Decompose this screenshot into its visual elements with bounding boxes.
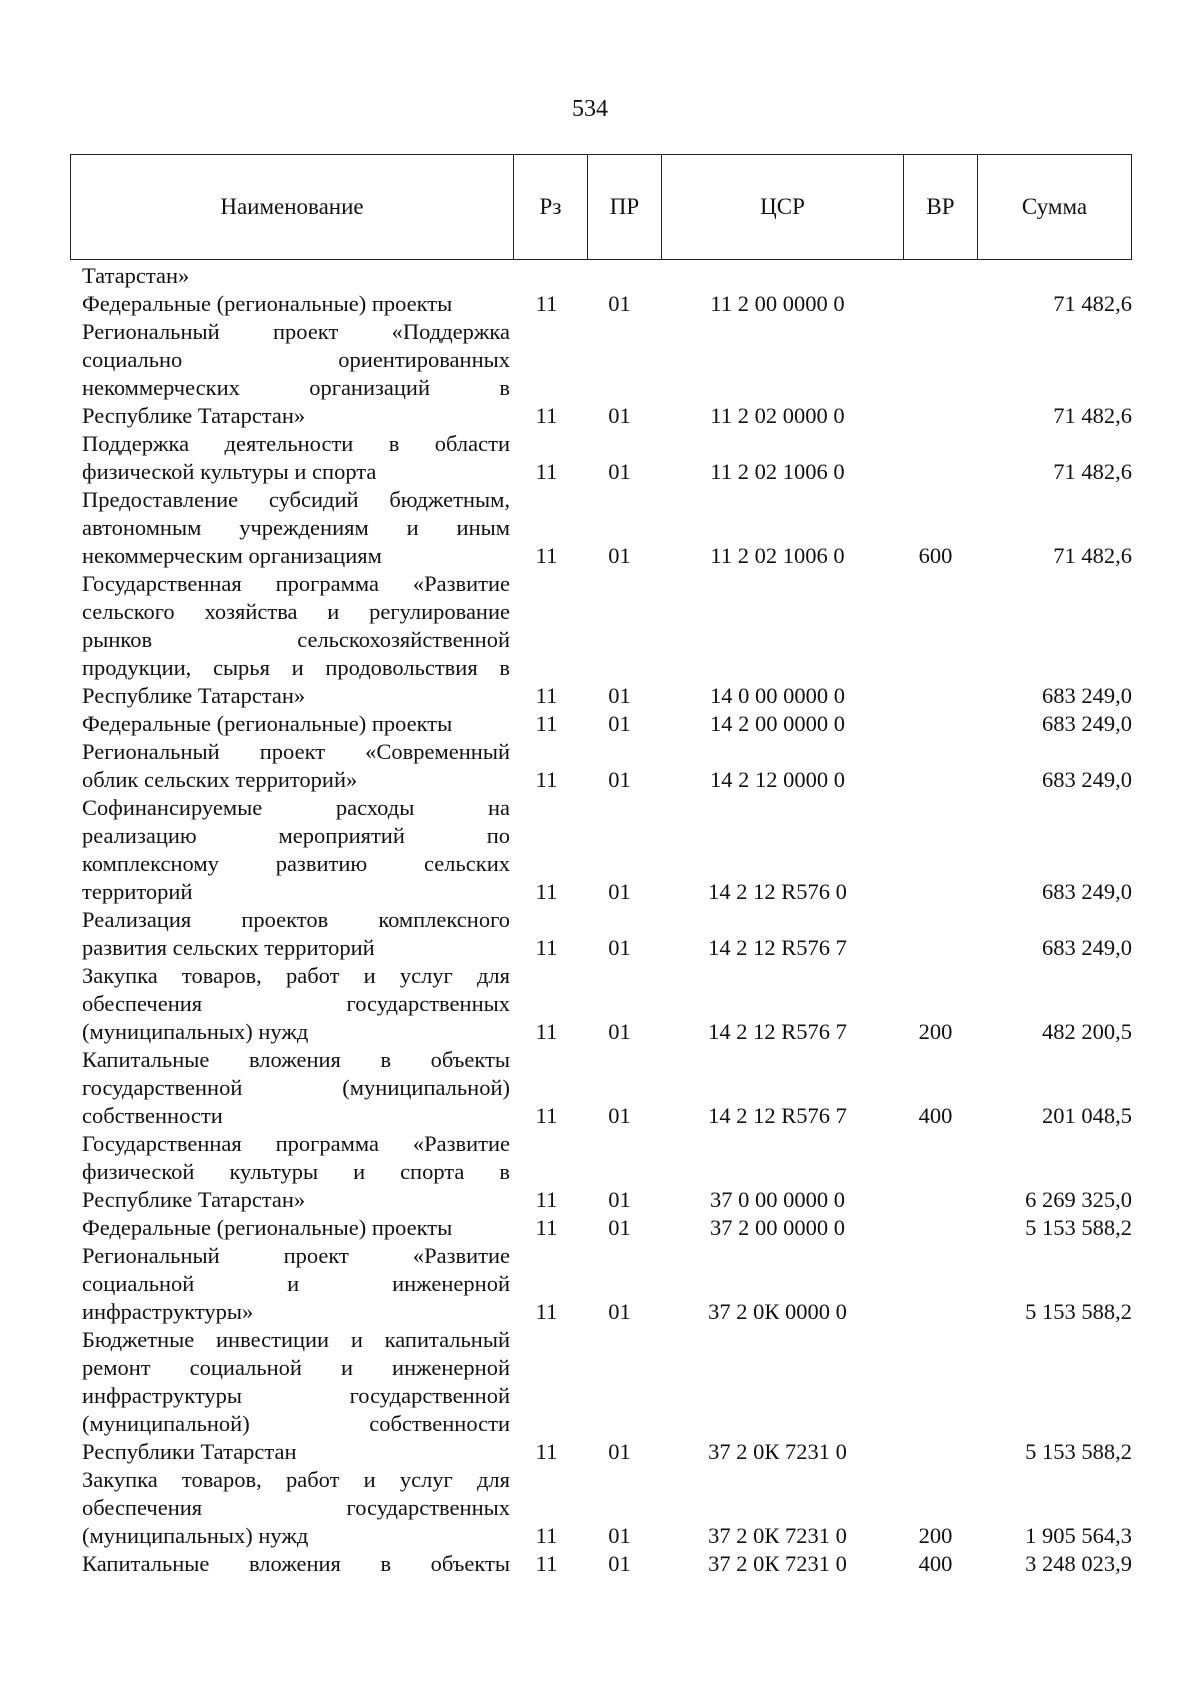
row-sum: 71 482,6 — [1053, 543, 1132, 568]
row-pr: 01 — [608, 543, 631, 568]
row-name-line: Закупка товаров, работ и услуг для — [82, 1467, 510, 1492]
row-pr: 01 — [608, 1187, 631, 1212]
table-header — [70, 154, 1132, 260]
row-sum: 71 482,6 — [1053, 403, 1132, 428]
row-name-line: Предоставление субсидий бюджетным, — [82, 487, 510, 512]
row-csr: 14 2 12 R576 0 — [708, 879, 847, 904]
row-rz: 11 — [535, 1187, 558, 1212]
row-name-line: облик сельских территорий» — [82, 767, 358, 792]
table-row — [70, 794, 1132, 906]
row-name-line: Федеральные (региональные) проекты — [82, 711, 453, 736]
row-name-line: социальной и инженерной — [82, 1271, 510, 1296]
table-row — [70, 738, 1132, 794]
row-sum: 5 153 588,2 — [1025, 1439, 1132, 1464]
row-name-line: (муниципальной) собственности — [82, 1411, 510, 1436]
row-pr: 01 — [608, 879, 631, 904]
header-pr: ПР — [587, 155, 661, 259]
row-name-line: обеспечения государственных — [82, 991, 510, 1016]
row-rz: 11 — [535, 1299, 558, 1324]
row-pr: 01 — [608, 711, 631, 736]
row-pr: 01 — [608, 1551, 631, 1576]
table-row — [70, 1046, 1132, 1130]
row-pr: 01 — [608, 1215, 631, 1240]
row-name-line: развития сельских территорий — [82, 935, 375, 960]
row-rz: 11 — [535, 1439, 558, 1464]
row-pr: 01 — [608, 1439, 631, 1464]
row-name-line: социально ориентированных — [82, 347, 510, 372]
table-row — [70, 906, 1132, 962]
table-row — [70, 710, 1132, 738]
row-name-line: Татарстан» — [82, 263, 190, 288]
row-sum: 683 249,0 — [1042, 683, 1132, 708]
row-name — [70, 738, 510, 794]
row-name-line: физической культуры и спорта в — [82, 1159, 510, 1184]
table-row — [70, 486, 1132, 570]
row-name — [70, 290, 510, 318]
row-name-line: (муниципальных) нужд — [82, 1523, 309, 1548]
header-sum: Сумма — [977, 155, 1131, 259]
row-name-line: Капитальные вложения в объекты — [82, 1551, 510, 1576]
row-name-line: Софинансируемые расходы на — [82, 795, 510, 820]
row-sum: 482 200,5 — [1042, 1019, 1132, 1044]
row-name — [70, 318, 510, 430]
row-csr: 37 2 0К 7231 0 — [708, 1523, 847, 1548]
row-name — [70, 486, 510, 570]
table-row — [70, 1130, 1132, 1214]
row-sum: 6 269 325,0 — [1025, 1187, 1132, 1212]
row-name — [70, 1550, 510, 1578]
row-sum: 71 482,6 — [1053, 459, 1132, 484]
header-csr: ЦСР — [661, 155, 903, 259]
row-pr: 01 — [608, 1019, 631, 1044]
row-csr: 11 2 02 1006 0 — [710, 543, 845, 568]
row-vr: 400 — [918, 1103, 953, 1128]
row-name-line: территорий — [82, 879, 193, 904]
table-body — [70, 262, 1132, 1578]
row-name-line: инфраструктуры государственной — [82, 1383, 510, 1408]
row-csr: 37 2 0К 0000 0 — [708, 1299, 847, 1324]
row-name-line: Бюджетные инвестиции и капитальный — [82, 1327, 510, 1352]
row-name-line: Капитальные вложения в объекты — [82, 1047, 510, 1072]
row-csr: 14 2 12 R576 7 — [708, 935, 847, 960]
row-name — [70, 570, 510, 710]
row-csr: 14 2 12 0000 0 — [710, 767, 845, 792]
row-name-line: продукции, сырья и продовольствия в — [82, 655, 510, 680]
row-pr: 01 — [608, 291, 631, 316]
row-rz: 11 — [535, 1019, 558, 1044]
row-name-line: Федеральные (региональные) проекты — [82, 1215, 453, 1240]
row-name-line: Региональный проект «Современный — [82, 739, 510, 764]
row-name — [70, 1046, 510, 1130]
row-sum: 5 153 588,2 — [1025, 1299, 1132, 1324]
row-name-line: Государственная программа «Развитие — [82, 571, 510, 596]
row-vr: 600 — [918, 543, 953, 568]
table-row — [70, 318, 1132, 430]
table-row — [70, 1214, 1132, 1242]
row-name-line: Реализация проектов комплексного — [82, 907, 510, 932]
row-pr: 01 — [608, 935, 631, 960]
row-name-line: (муниципальных) нужд — [82, 1019, 309, 1044]
row-csr: 14 2 12 R576 7 — [708, 1103, 847, 1128]
row-name-line: Республике Татарстан» — [82, 1187, 306, 1212]
row-rz: 11 — [535, 1103, 558, 1128]
row-rz: 11 — [535, 403, 558, 428]
header-rz: Рз — [513, 155, 587, 259]
row-rz: 11 — [535, 1551, 558, 1576]
row-csr: 11 2 00 0000 0 — [710, 291, 845, 316]
row-name-line: Государственная программа «Развитие — [82, 1131, 510, 1156]
row-pr: 01 — [608, 1299, 631, 1324]
row-sum: 683 249,0 — [1042, 879, 1132, 904]
row-csr: 37 2 0К 7231 0 — [708, 1551, 847, 1576]
row-rz: 11 — [535, 291, 558, 316]
header-name: Наименование — [220, 194, 364, 219]
row-sum: 3 248 023,9 — [1025, 1551, 1132, 1576]
row-pr: 01 — [608, 1523, 631, 1548]
row-name — [70, 430, 510, 486]
row-vr: 400 — [918, 1551, 953, 1576]
row-rz: 11 — [535, 1215, 558, 1240]
row-rz: 11 — [535, 459, 558, 484]
row-name-line: реализацию мероприятий по — [82, 823, 510, 848]
row-sum: 1 905 564,3 — [1025, 1523, 1132, 1548]
row-name — [70, 262, 510, 290]
row-csr: 37 0 00 0000 0 — [710, 1187, 845, 1212]
row-vr: 200 — [918, 1523, 953, 1548]
row-name — [70, 1242, 510, 1326]
header-vr: ВР — [903, 155, 977, 259]
page-number: 534 — [572, 96, 608, 122]
row-rz: 11 — [535, 1523, 558, 1548]
row-rz: 11 — [535, 683, 558, 708]
row-name-line: обеспечения государственных — [82, 1495, 510, 1520]
row-csr: 14 0 00 0000 0 — [710, 683, 845, 708]
row-name — [70, 962, 510, 1046]
row-name — [70, 1214, 510, 1242]
table-row — [70, 570, 1132, 710]
row-sum: 683 249,0 — [1042, 711, 1132, 736]
row-pr: 01 — [608, 683, 631, 708]
table-row — [70, 430, 1132, 486]
row-csr: 11 2 02 1006 0 — [710, 459, 845, 484]
table-row — [70, 1326, 1132, 1466]
row-csr: 37 2 0К 7231 0 — [708, 1439, 847, 1464]
row-name — [70, 710, 510, 738]
row-name-line: рынков сельскохозяйственной — [82, 627, 510, 652]
row-csr: 14 2 00 0000 0 — [710, 711, 845, 736]
row-name — [70, 906, 510, 962]
row-name — [70, 794, 510, 906]
row-name-line: Федеральные (региональные) проекты — [82, 291, 453, 316]
table-row — [70, 1466, 1132, 1550]
row-name-line: Региональный проект «Развитие — [82, 1243, 510, 1268]
row-sum: 683 249,0 — [1042, 767, 1132, 792]
row-name-line: комплексному развитию сельских — [82, 851, 510, 876]
table-row — [70, 262, 1132, 290]
row-pr: 01 — [608, 767, 631, 792]
row-name-line: физической культуры и спорта — [82, 459, 377, 484]
row-name — [70, 1326, 510, 1466]
row-name-line: некоммерческим организациям — [82, 543, 382, 568]
row-name-line: инфраструктуры» — [82, 1299, 254, 1324]
row-name-line: Республике Татарстан» — [82, 683, 306, 708]
row-csr: 11 2 02 0000 0 — [710, 403, 845, 428]
row-rz: 11 — [535, 935, 558, 960]
row-name-line: государственной (муниципальной) — [82, 1075, 510, 1100]
row-name-line: Республике Татарстан» — [82, 403, 306, 428]
row-pr: 01 — [608, 1103, 631, 1128]
row-name-line: Региональный проект «Поддержка — [82, 319, 510, 344]
row-name-line: сельского хозяйства и регулирование — [82, 599, 510, 624]
row-name-line: некоммерческих организаций в — [82, 375, 510, 400]
row-name-line: ремонт социальной и инженерной — [82, 1355, 510, 1380]
row-name — [70, 1130, 510, 1214]
row-csr: 14 2 12 R576 7 — [708, 1019, 847, 1044]
table-row — [70, 290, 1132, 318]
row-pr: 01 — [608, 403, 631, 428]
row-name — [70, 1466, 510, 1550]
row-name-line: автономным учреждениям и иным — [82, 515, 510, 540]
table-row — [70, 962, 1132, 1046]
row-rz: 11 — [535, 543, 558, 568]
row-sum: 5 153 588,2 — [1025, 1215, 1132, 1240]
row-name-line: собственности — [82, 1103, 223, 1128]
table-row — [70, 1550, 1132, 1578]
row-name-line: Закупка товаров, работ и услуг для — [82, 963, 510, 988]
row-sum: 683 249,0 — [1042, 935, 1132, 960]
row-pr: 01 — [608, 459, 631, 484]
row-rz: 11 — [535, 767, 558, 792]
table-row — [70, 1242, 1132, 1326]
row-sum: 201 048,5 — [1042, 1103, 1132, 1128]
row-name-line: Республики Татарстан — [82, 1439, 297, 1464]
row-name-line: Поддержка деятельности в области — [82, 431, 510, 456]
row-csr: 37 2 00 0000 0 — [710, 1215, 845, 1240]
row-vr: 200 — [918, 1019, 953, 1044]
row-rz: 11 — [535, 711, 558, 736]
row-sum: 71 482,6 — [1053, 291, 1132, 316]
row-rz: 11 — [535, 879, 558, 904]
